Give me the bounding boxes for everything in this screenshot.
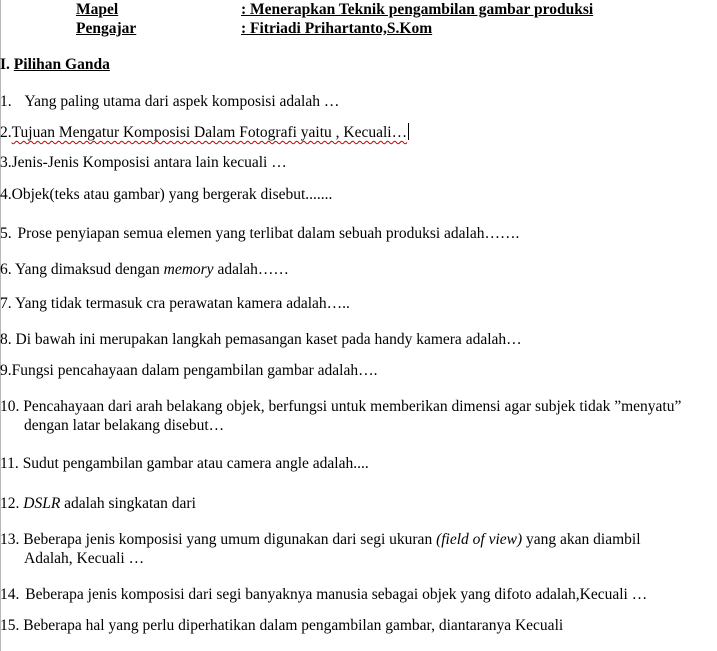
- question-6[interactable]: [0, 260, 289, 279]
- question-text: Di bawah ini merupakan langkah pemasangan kaset pada handy kamera adalah…: [15, 331, 522, 348]
- question-number: 10.: [0, 398, 20, 415]
- question-number: 7.: [0, 295, 12, 312]
- question-text-continued: dengan latar belakang disebut…: [24, 417, 225, 434]
- question-number: 11.: [0, 455, 19, 472]
- question-text-italic: DSLR: [23, 495, 61, 512]
- question-text-italic: memory: [163, 261, 214, 278]
- question-text: Beberapa jenis komposisi dari segi banyaknya manusia sebagai objek yang difoto adalah,Kecuali …: [25, 586, 648, 603]
- header-row-pengajar: [76, 19, 593, 38]
- question-number: 3.: [0, 154, 12, 171]
- text-cursor: [408, 123, 409, 140]
- question-2[interactable]: [0, 123, 409, 142]
- question-number: 15.: [0, 617, 20, 634]
- question-4[interactable]: [0, 185, 332, 204]
- question-11[interactable]: [0, 454, 369, 473]
- question-14[interactable]: [0, 585, 647, 604]
- question-number: 5.: [0, 225, 12, 242]
- question-text: Tujuan Mengatur Komposisi Dalam Fotografi yaitu , Kecuali…: [11, 124, 408, 141]
- question-12[interactable]: [0, 494, 196, 513]
- question-number: 12.: [0, 495, 20, 512]
- section-title: [0, 55, 110, 74]
- question-15[interactable]: [0, 616, 563, 635]
- question-text-post: adalah……: [213, 261, 289, 278]
- mapel-label: Mapel: [76, 1, 119, 18]
- question-8[interactable]: [0, 330, 522, 349]
- question-text: Sudut pengambilan gambar atau camera angle adalah....: [22, 455, 369, 472]
- question-5[interactable]: [0, 224, 519, 243]
- question-text-pre: Yang dimaksud dengan: [14, 261, 164, 278]
- question-number: 9.: [0, 362, 12, 379]
- question-1[interactable]: [0, 92, 339, 111]
- question-text: Jenis-Jenis Komposisi antara lain kecuali …: [11, 154, 287, 171]
- question-text: Yang paling utama dari aspek komposisi adalah …: [24, 93, 340, 110]
- question-text: Objek(teks atau gambar) yang bergerak disebut.......: [11, 186, 333, 203]
- question-text: Beberapa hal yang perlu diperhatikan dalam pengambilan gambar, diantaranya Kecuali: [23, 617, 564, 634]
- question-10[interactable]: [0, 397, 681, 435]
- question-text-pre: Beberapa jenis komposisi yang umum digunakan dari segi ukuran: [23, 531, 437, 548]
- header-row-mapel: [76, 0, 593, 19]
- question-text: Pencahayaan dari arah belakang objek, berfungsi untuk memberikan dimensi agar subjek tidak ”menyatu”: [23, 398, 682, 415]
- pengajar-label: Pengajar: [76, 20, 137, 37]
- question-number: 2.: [0, 124, 12, 141]
- mapel-value: : Menerapkan Teknik pengambilan gambar produksi: [241, 1, 594, 18]
- question-number: 6.: [0, 261, 12, 278]
- document-header: [76, 0, 593, 38]
- question-text-post: yang akan diambil: [522, 531, 641, 548]
- question-13[interactable]: [0, 530, 641, 568]
- section-title-text: Pilihan Ganda: [13, 56, 110, 73]
- question-3[interactable]: [0, 153, 287, 172]
- pengajar-value: : Fitriadi Prihartanto,S.Kom: [241, 20, 433, 37]
- question-number: 13.: [0, 531, 20, 548]
- question-number: 14.: [0, 586, 20, 603]
- question-text-continued: Adalah, Kecuali …: [24, 550, 145, 567]
- question-text-post: adalah singkatan dari: [60, 495, 196, 512]
- question-number: 1.: [0, 93, 12, 110]
- question-text: Fungsi pencahayaan dalam pengambilan gambar adalah….: [11, 362, 378, 379]
- question-number: 8.: [0, 331, 12, 348]
- question-text: Yang tidak termasuk cra perawatan kamera adalah…..: [14, 295, 350, 312]
- question-number: 4.: [0, 186, 12, 203]
- question-7[interactable]: [0, 294, 350, 313]
- question-9[interactable]: [0, 361, 377, 380]
- question-text: Prose penyiapan semua elemen yang terlibat dalam sebuah produksi adalah…….: [17, 225, 520, 242]
- question-text-italic: (field of view): [436, 531, 523, 548]
- section-number: I.: [0, 56, 10, 73]
